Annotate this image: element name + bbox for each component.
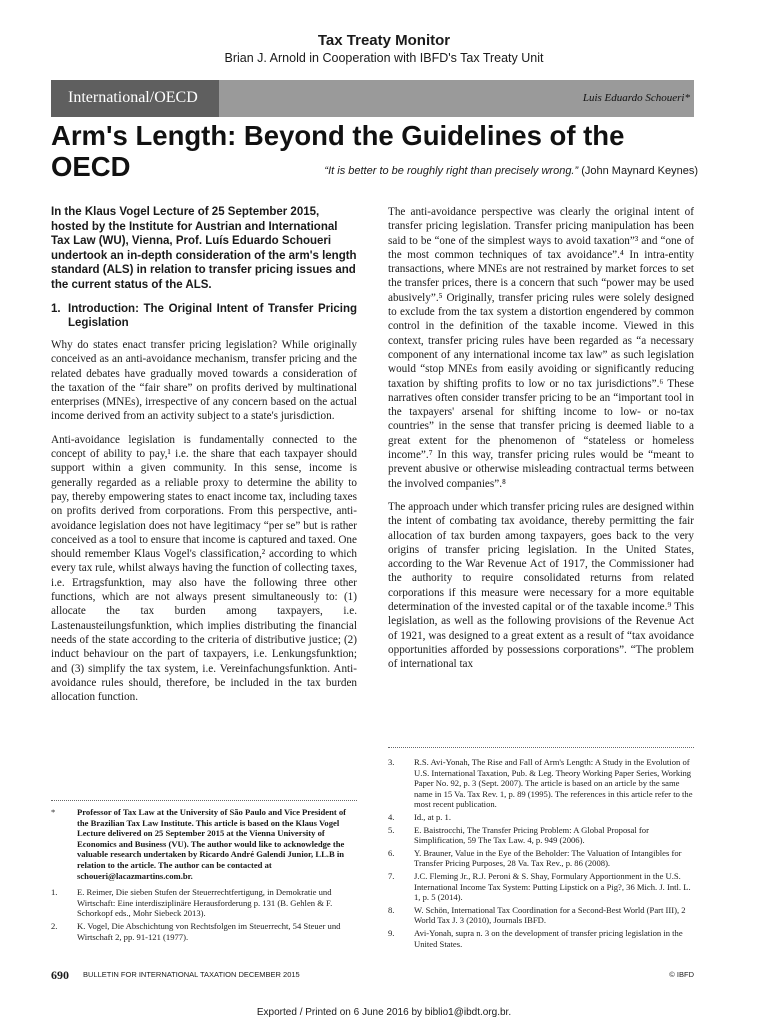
footnote-item: [388, 825, 694, 846]
left-column: [51, 205, 357, 713]
body-paragraph: The anti-avoidance perspective was clearly the original intent of transfer pricing legislation. Transfer pricing manipulation has been said to be “one of the simplest ways to avoid taxation”³ and “one of the most common techniques of tax avoidance”.⁴ In intra-entity transactions, where MNEs are not restrained by market forces to set the transfer prices, there is a concern that such “power may be used abusively”.⁵ Originally, transfer pricing rules were solely designed to exclude from the tax system a distortion engendered by common control in the definition of the taxable income. Viewed in this context, transfer pricing rules have been regarded as “a necessary component of any international income tax law” as such legislation would “stop MNEs from easily avoiding or significantly reducing taxation by shifting profits to low or no tax jurisdictions”.⁶ These narratives often consider transfer pricing to be an “important tool in the taxpayers' arsenal for shifting income to low- or no-tax countries” in the sense that transfer pricing is deemed liable to a great extent for the phenomenon of “stateless or homeless income”.⁷ In this way, transfer pricing rules would be “meant to prevent abusive or otherwise misleading contractual terms between the involved companies”.⁸: [388, 206, 694, 490]
body-paragraph: The approach under which transfer pricing rules are designed within the intent of combating tax avoidance, thereby permitting the fair allocation of tax burden among taxpayers, goes back to the very origins of transfer pricing legislation. In the United States, according to the War Revenue Act of 1917, the Commissioner had the authority to require consolidated returns from related corporations if this measure were necessary for a more equitable determination of the invested capital or of the taxable income.⁹ This legislation, as well as the following provisions of the Revenue Act of 1921, was designed to a great extent as a result of “tax avoidance opportunities afforded by possessions corporations”. “The problem of international tax: [388, 500, 694, 671]
footnote-number: 1.: [51, 887, 58, 898]
footnote-number: 9.: [388, 927, 395, 938]
footnote-number: 5.: [388, 824, 395, 835]
footnote-number: 4.: [388, 811, 395, 822]
body-paragraph: Anti-avoidance legislation is fundamentally connected to the concept of ability to pay,¹ i.e. the share that each taxpayer should support within a given community. In this sense, income is generally regarded as a reliable proxy to determine the ability to pay, thereby empowering states to enact income tax, including taxes on profits derived from corporations. From this perspective, anti-avoidance legislation does not have legitimacy “per se” but is rather conceived as a tool to ensure that income is captured and taxed. One should remember Klaus Vogel's classification,² according to which every tax rule, whilst always having the function of collecting taxes, i.e. Ertragsfunktion, may also have the following three other functions, which are not always present simultaneously to: (1) allocate the tax burden among taxpayers, i.e. Lastenausteilungsfunktion, which implies distributing the financial needs of the state according to the criteria of distributive justice; (2) induct behaviour on the part of taxpayers, i.e. Lenkungsfunktion; and (3) simplify the tax system, i.e. Vereinfachungsfunktion. Anti-avoidance rules should, therefore, be included in the tax burden allocation function.: [51, 433, 357, 704]
section-heading-number: 1.: [51, 303, 61, 315]
footnote-number: 7.: [388, 870, 395, 881]
footnote-text: K. Vogel, Die Abschichtung von Rechtsfolgen im Steuerrecht, 54 Steuer und Wirtschaft 2, pp. 91-121 (1977).: [77, 920, 341, 942]
footnote-number: 6.: [388, 847, 395, 858]
footnote-number: 8.: [388, 904, 395, 915]
footnote-item: [388, 812, 694, 823]
epigraph-quote: “It is better to be roughly right than precisely wrong.”: [324, 165, 579, 177]
footnote-text: Y. Brauner, Value in the Eye of the Beholder: The Valuation of Intangibles for Transfer Pricing Purposes, 28 Va. Tax Rev., p. 86 (2008).: [414, 847, 682, 869]
page-number: 690: [51, 968, 69, 982]
publication-name: BULLETIN FOR INTERNATIONAL TAXATION DECEMBER 2015: [83, 970, 300, 979]
footnote-item: [388, 905, 694, 926]
copyright: © IBFD: [669, 970, 694, 979]
epigraph: [298, 165, 698, 177]
footnote-text: Avi-Yonah, supra n. 3 on the development of transfer pricing legislation in the United States.: [414, 927, 683, 949]
footnote-text: Id., at p. 1.: [414, 811, 451, 822]
footnotes-left: [51, 807, 357, 944]
lead-paragraph: In the Klaus Vogel Lecture of 25 September 2015, hosted by the Institute for Austrian and International Tax Law (WU), Vienna, Prof. Luís Eduardo Schoueri undertook an in-depth consideration of the arm's length standard (ALS) in relation to transfer pricing issues and the current status of the ALS.: [51, 206, 357, 291]
footnote-text: R.S. Avi-Yonah, The Rise and Fall of Arm's Length: A Study in the Evolution of U.S. International Taxation, Pub. & Leg. Theory Working Paper Series, Working Paper No. 92, p. 3 (Sept. 2007). The article is based on an article by the same name in 15 Va. Tax Rev. 1, p. 89 (1995). The references in this article refer to the most recent publication.: [414, 757, 693, 810]
footnote-number: *: [51, 807, 56, 817]
footnote-number: 2.: [51, 920, 58, 931]
footnotes-right: [388, 757, 694, 951]
footnote-divider: [388, 747, 694, 748]
footnote-item: [388, 757, 694, 810]
article-title: Arm's Length: Beyond the Guidelines of the OECD: [51, 120, 625, 182]
footnote-item: [51, 921, 357, 942]
right-column: [388, 205, 694, 681]
footnote-divider: [51, 800, 357, 801]
footnote-text: W. Schön, International Tax Coordination for a Second-Best World (Part III), 2 World Tax J. 3 (2010), Journals IBFD.: [414, 904, 686, 926]
footnote-item: [51, 887, 357, 919]
section-label: International/OECD: [68, 89, 198, 106]
footnote-text: J.C. Fleming Jr., R.J. Peroni & S. Shay, Formulary Apportionment in the U.S. International Income Tax System: Putting Lipstick on a Pig?, 36 Mich. J. Intl. L. 1, p. 5 (2014).: [414, 870, 691, 903]
footnote-item: [388, 928, 694, 949]
author-label: Luis Eduardo Schoueri*: [582, 92, 690, 104]
footnote-text: Professor of Tax Law at the University of São Paulo and Vice President of the Brazilian Tax Law Institute. This article is based on the Klaus Vogel Lecture delivered on 25 September 2015 at the Vienna University of Economics and Business (VU). The author would like to acknowledge the valuable research undertaken by Ricardo André Galendi Junior, LL.B in relation to the article. The author can be contacted at schoueri@lacazmartins.com.br.: [77, 807, 347, 881]
footnote-item: [388, 848, 694, 869]
section-heading-text: Introduction: The Original Intent of Transfer Pricing Legislation: [68, 303, 357, 329]
epigraph-author: (John Maynard Keynes): [581, 165, 698, 177]
monitor-title: Tax Treaty Monitor: [317, 32, 451, 49]
body-paragraph: Why do states enact transfer pricing legislation? While originally conceived as an anti-avoidance mechanism, transfer pricing and the related debates have gradually moved towards a consideration of the taxation of the “fair share” on profits derived by multinational enterprises (MNEs), irrespective of any concern based on the actual income derived from an activity subject to a state's jurisdiction.: [51, 339, 357, 423]
footnote-item: [388, 871, 694, 903]
footnote-item: [51, 807, 357, 881]
section-heading: [51, 302, 357, 330]
footnote-text: E. Reimer, Die sieben Stufen der Steuerrechtfertigung, in Demokratie und Wirtschaft: Eine interdisziplinäre Herausforderung p. 131 (B. Gehlen & F. Schorkopf eds., Mohr Siebeck 2013).: [77, 887, 333, 919]
footnote-number: 3.: [388, 757, 395, 767]
footnote-text: E. Baistrocchi, The Transfer Pricing Problem: A Global Proposal for Simplification, 59 The Tax Law. 4, p. 949 (2006).: [414, 824, 649, 846]
monitor-subtitle: Brian J. Arnold in Cooperation with IBFD's Tax Treaty Unit: [224, 51, 544, 65]
export-note: Exported / Printed on 6 June 2016 by biblio1@ibdt.org.br.: [256, 1007, 512, 1018]
